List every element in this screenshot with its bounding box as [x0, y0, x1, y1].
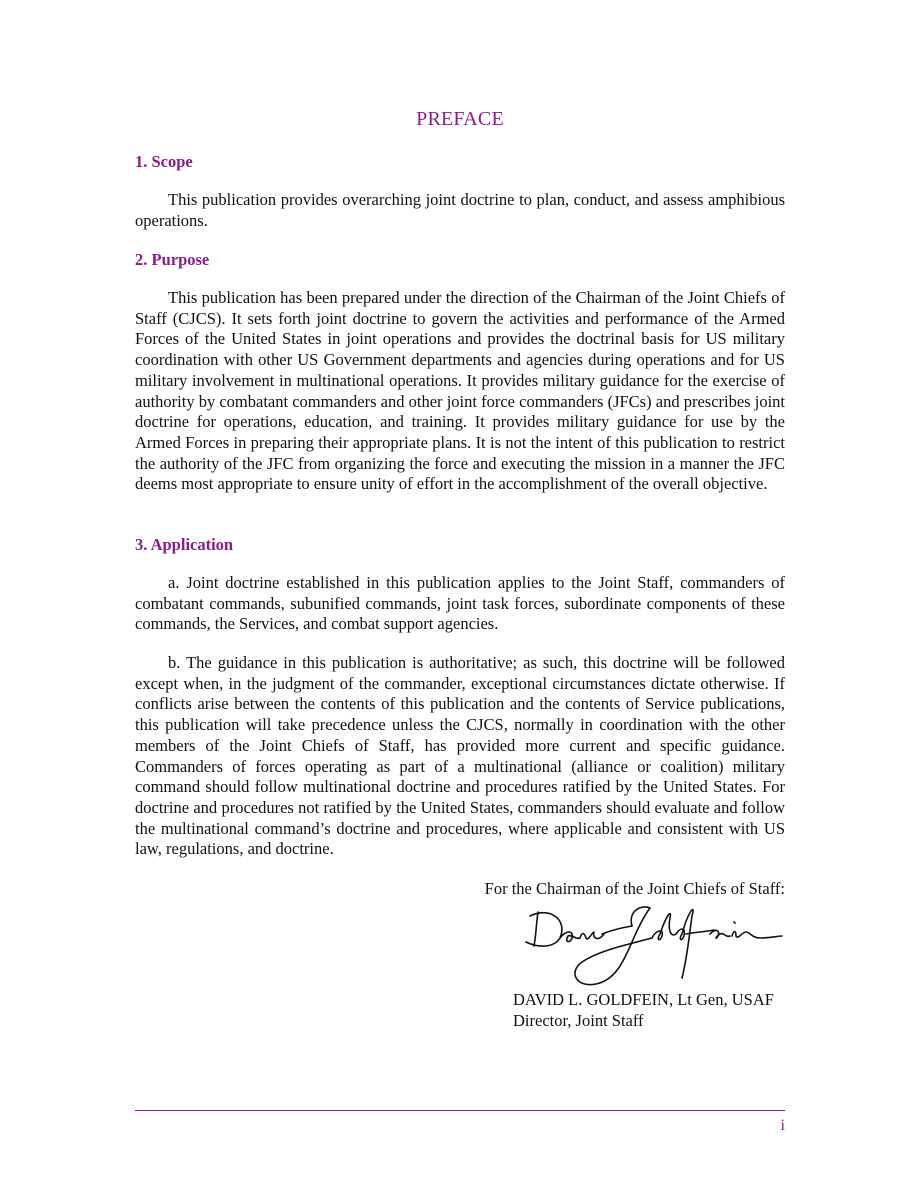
page-number: i [780, 1117, 785, 1134]
scope-paragraph: This publication provides overarching joint doctrine to plan, conduct, and assess amphibious operations. [135, 190, 785, 230]
signer-name: DAVID L. GOLDFEIN, Lt Gen, USAF [513, 990, 774, 1009]
section-heading-scope: 1. Scope [135, 152, 193, 171]
section-heading-purpose: 2. Purpose [135, 250, 210, 269]
closing-line: For the Chairman of the Joint Chiefs of Staff: [484, 879, 785, 898]
document-page [135, 0, 785, 1191]
section-heading-application: 3. Application [135, 535, 234, 554]
footer-rule [135, 1110, 785, 1111]
signer-title: Director, Joint Staff [513, 1010, 644, 1030]
purpose-paragraph: This publication has been prepared under the direction of the Chairman of the Joint Chiefs of Staff (CJCS). It sets forth joint doctrine to govern the activities and performance of the Armed Forces of the United States in joint operations and provides the doctrinal basis for US military coordination with other US Government departments and agencies during operations and for US military involvement in multinational operations. It provides military guidance for the exercise of authority by combatant commanders and other joint force commanders (JFCs) and prescribes joint doctrine for operations, education, and training. It provides military guidance for use by the Armed Forces in preparing their appropriate plans. It is not the intent of this publication to restrict the authority of the JFC from organizing the force and executing the mission in a manner the JFC deems most appropriate to ensure unity of effort in the accomplishment of the overall objective. [135, 288, 785, 494]
handwritten-signature [520, 898, 785, 990]
signer-block [513, 990, 774, 1032]
page-title: PREFACE [416, 108, 504, 130]
application-paragraph-b: b. The guidance in this publication is authoritative; as such, this doctrine will be followed except when, in the judgment of the commander, exceptional circumstances dictate otherwise. If conflicts arise between the contents of this publication and the contents of Service publications, this publication will take precedence unless the CJCS, normally in coordination with the other members of the Joint Chiefs of Staff, has provided more current and specific guidance. Commanders of forces operating as part of a multinational (alliance or coalition) military command should follow multinational doctrine and procedures ratified by the United States. For doctrine and procedures not ratified by the United States, commanders should evaluate and follow the multinational command’s doctrine and procedures, where applicable and consistent with US law, regulations, and doctrine. [135, 653, 785, 859]
application-paragraph-a: a. Joint doctrine established in this publication applies to the Joint Staff, commanders of combatant commands, subunified commands, joint task forces, subordinate components of these commands, the Services, and combat support agencies. [135, 573, 785, 634]
